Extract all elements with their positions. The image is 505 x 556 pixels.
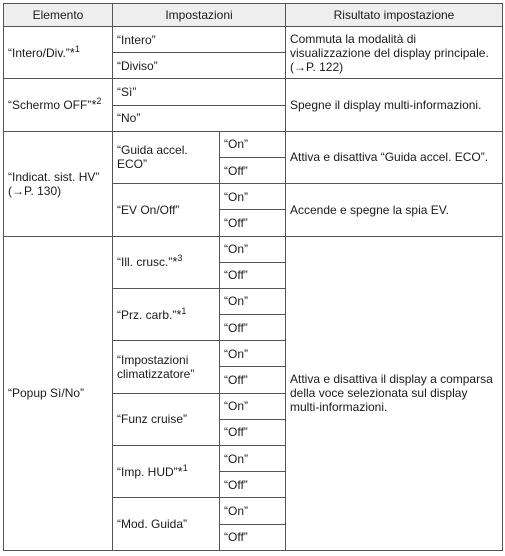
header-impostazioni: Impostazioni: [113, 4, 286, 27]
footnote-number: 3: [177, 253, 183, 264]
option-off: “Off”: [220, 262, 286, 288]
footnote-star: *: [176, 306, 182, 322]
table-header-row: [4, 4, 503, 27]
setting-no: “No”: [113, 105, 286, 131]
subitem-ill-crusc: [113, 236, 220, 288]
table-row: [4, 27, 503, 53]
option-off: “Off”: [220, 472, 286, 498]
option-on: “On”: [220, 446, 286, 472]
header-elemento: Elemento: [4, 4, 113, 27]
option-on: “On”: [220, 288, 286, 314]
result-guida-accel-eco: Attiva e disattiva “Guida accel. ECO”.: [286, 131, 503, 183]
footnote-star: *: [177, 463, 183, 479]
item-intero-div: [4, 27, 113, 79]
subitem-ev-on-off: “EV On/Off”: [113, 184, 220, 236]
subitem-prz-carb: [113, 288, 220, 340]
result-popup-si-no: Attiva e disattiva il display a comparsa della voce selezionata sul display multi-informazioni.: [286, 236, 503, 551]
option-off: “Off”: [220, 157, 286, 183]
option-off: “Off”: [220, 315, 286, 341]
footnote-number: 2: [96, 96, 102, 107]
table-row: [4, 79, 503, 105]
footnote-star: *: [69, 44, 75, 60]
result-ev-on-off: Accende e spegne la spia EV.: [286, 184, 503, 236]
footnote-number: 1: [181, 305, 187, 316]
option-off: “Off”: [220, 367, 286, 393]
result-schermo-off: Spegne il display multi-informazioni.: [286, 79, 503, 131]
option-on: “On”: [220, 131, 286, 157]
table-row: [4, 131, 503, 157]
subitem-label: “Imp. HUD”: [117, 464, 178, 479]
option-on: “On”: [220, 184, 286, 210]
item-indicat-sist-hv: “Indicat. sist. HV” (→P. 130): [4, 131, 113, 236]
item-popup-si-no: “Popup Sì/No”: [4, 236, 113, 551]
item-label: “Schermo OFF”: [8, 98, 92, 113]
subitem-label: “Ill. crusc.”: [117, 255, 173, 270]
option-off: “Off”: [220, 524, 286, 550]
setting-si: “Sì”: [113, 79, 286, 105]
subitem-impostazioni-climatizzatore: “Impostazioni climatizzatore”: [113, 341, 220, 393]
footnote-star: *: [91, 97, 97, 113]
option-off: “Off”: [220, 210, 286, 236]
subitem-funz-cruise: “Funz cruise”: [113, 393, 220, 445]
option-on: “On”: [220, 498, 286, 524]
result-intero-div: Commuta la modalità di visualizzazione del display principale. (→P. 122): [286, 27, 503, 79]
item-schermo-off: [4, 79, 113, 131]
subitem-imp-hud: [113, 446, 220, 498]
subitem-mod-guida: “Mod. Guida”: [113, 498, 220, 551]
item-label: “Intero/Div.”: [8, 45, 70, 60]
footnote-number: 1: [74, 43, 80, 54]
option-off: “Off”: [220, 419, 286, 445]
setting-intero: “Intero”: [113, 27, 286, 53]
subitem-guida-accel-eco: “Guida accel. ECO”: [113, 131, 220, 183]
setting-diviso: “Diviso”: [113, 53, 286, 79]
settings-table: [3, 3, 503, 551]
table-row: [4, 236, 503, 262]
option-on: “On”: [220, 236, 286, 262]
footnote-star: *: [172, 254, 178, 270]
option-on: “On”: [220, 341, 286, 367]
footnote-number: 1: [182, 462, 188, 473]
option-on: “On”: [220, 393, 286, 419]
subitem-label: “Prz. carb.”: [117, 307, 177, 322]
header-risultato: Risultato impostazione: [286, 4, 503, 27]
